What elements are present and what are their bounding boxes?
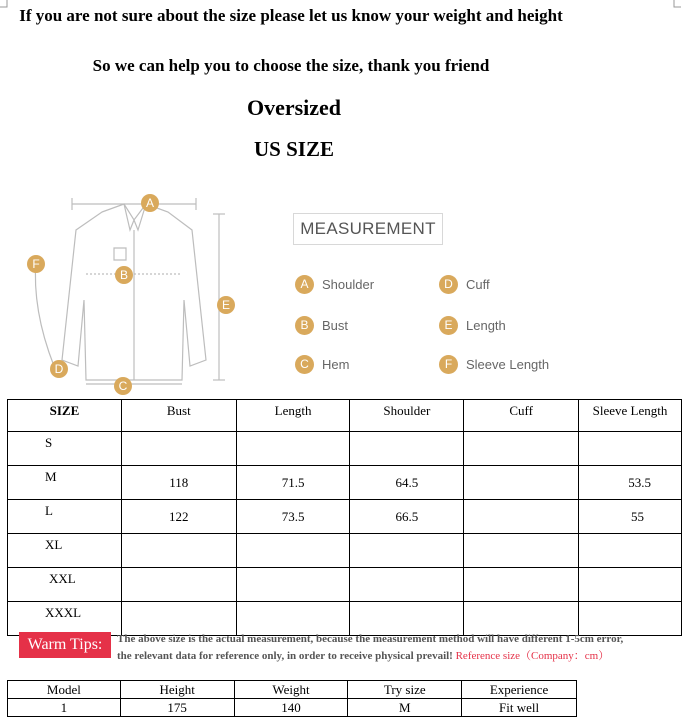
size-cell: L (8, 500, 122, 534)
column-header-model: Model (8, 681, 121, 699)
table-row (8, 466, 682, 500)
legend-marker-c: C (295, 355, 314, 374)
size-cell: S (8, 432, 122, 466)
legend-sleeve-length (439, 355, 549, 374)
model-fit-table (7, 680, 577, 717)
legend-marker-f: F (439, 355, 458, 374)
table-cell: 140 (234, 699, 348, 717)
legend-bust (295, 316, 348, 335)
legend-label: Hem (322, 357, 350, 372)
table-row (8, 699, 577, 717)
table-cell: 73.5 (236, 500, 350, 534)
size-help-note: If you are not sure about the size please let us know your weight and height (19, 6, 563, 25)
legend-length (439, 316, 506, 335)
table-row (8, 432, 682, 466)
table-cell (579, 568, 682, 602)
column-header-try-size: Try size (348, 681, 462, 699)
table-cell (121, 432, 236, 466)
column-header-height: Height (120, 681, 234, 699)
column-header-sleeve-length: Sleeve Length (579, 400, 682, 432)
table-cell: Fit well (462, 699, 577, 717)
warm-tips-banner (7, 626, 667, 666)
table-cell (236, 432, 350, 466)
warm-tips-label: Warm Tips: (19, 632, 111, 658)
help-subtitle: So we can help you to choose the size, thank you friend (92, 56, 490, 75)
corner-mark-top-right (673, 0, 681, 8)
table-cell: 175 (120, 699, 234, 717)
table-cell: 53.5 (579, 466, 682, 500)
size-cell: XL (8, 534, 122, 568)
marker-d: D (54, 362, 64, 376)
legend-marker-a: A (295, 275, 314, 294)
legend-marker-b: B (295, 316, 314, 335)
marker-e: E (221, 298, 231, 312)
measurement-box-title: MEASUREMENT (293, 213, 443, 245)
table-cell (464, 466, 579, 500)
column-header-shoulder: Shoulder (350, 400, 464, 432)
legend-label: Sleeve Length (466, 357, 550, 372)
size-cell: XXL (8, 568, 122, 602)
table-row (8, 534, 682, 568)
column-header-size: SIZE (8, 400, 122, 432)
table-cell: M (348, 699, 462, 717)
legend-shoulder (295, 275, 374, 294)
column-header-weight: Weight (234, 681, 348, 699)
legend-marker-d: D (439, 275, 458, 294)
table-cell (121, 534, 236, 568)
table-cell (579, 432, 682, 466)
table-cell: 122 (121, 500, 236, 534)
legend-label: Bust (322, 318, 349, 333)
marker-a: A (145, 196, 155, 210)
table-cell (464, 568, 579, 602)
size-cell: M (8, 466, 122, 500)
column-header-experience: Experience (462, 681, 577, 699)
size-chart-table (7, 399, 682, 636)
table-cell (464, 500, 579, 534)
legend-label: Length (466, 318, 506, 333)
fit-type-title: Oversized (246, 95, 342, 120)
legend-label: Shoulder (322, 277, 375, 292)
table-cell (464, 534, 579, 568)
legend-marker-e: E (439, 316, 458, 335)
column-header-bust: Bust (121, 400, 236, 432)
tips-line-2-text: the relevant data for reference only, in order to receive physical prevail! (117, 650, 453, 662)
table-header-row (8, 400, 682, 432)
column-header-cuff: Cuff (464, 400, 579, 432)
marker-b: B (119, 268, 129, 282)
table-header-row (8, 681, 577, 699)
corner-mark-top-left (0, 0, 8, 8)
marker-c: C (118, 379, 128, 393)
warm-tips-text (117, 631, 623, 665)
table-cell (121, 568, 236, 602)
table-cell (579, 534, 682, 568)
reference-size-note: Reference size（Company：cm） (455, 650, 610, 662)
tips-line-1: The above size is the actual measurement, because the measurement method will have different 1-5cm error, (117, 633, 624, 645)
legend-hem (295, 355, 349, 374)
tips-line-2 (117, 648, 623, 665)
table-cell (350, 432, 464, 466)
table-cell (350, 534, 464, 568)
legend-label: Cuff (466, 277, 490, 292)
table-cell (236, 534, 350, 568)
marker-f: F (32, 257, 40, 271)
table-cell (464, 432, 579, 466)
table-cell: 71.5 (236, 466, 350, 500)
table-cell: 118 (121, 466, 236, 500)
table-cell: 1 (8, 699, 121, 717)
table-cell: 66.5 (350, 500, 464, 534)
table-row (8, 568, 682, 602)
size-system-title: US SIZE (254, 137, 334, 161)
table-cell: 55 (579, 500, 682, 534)
table-cell (350, 568, 464, 602)
table-row (8, 500, 682, 534)
size-cell: XXXL (8, 602, 122, 636)
table-cell: 64.5 (350, 466, 464, 500)
table-cell (236, 568, 350, 602)
legend-cuff (439, 275, 490, 294)
column-header-length: Length (236, 400, 350, 432)
